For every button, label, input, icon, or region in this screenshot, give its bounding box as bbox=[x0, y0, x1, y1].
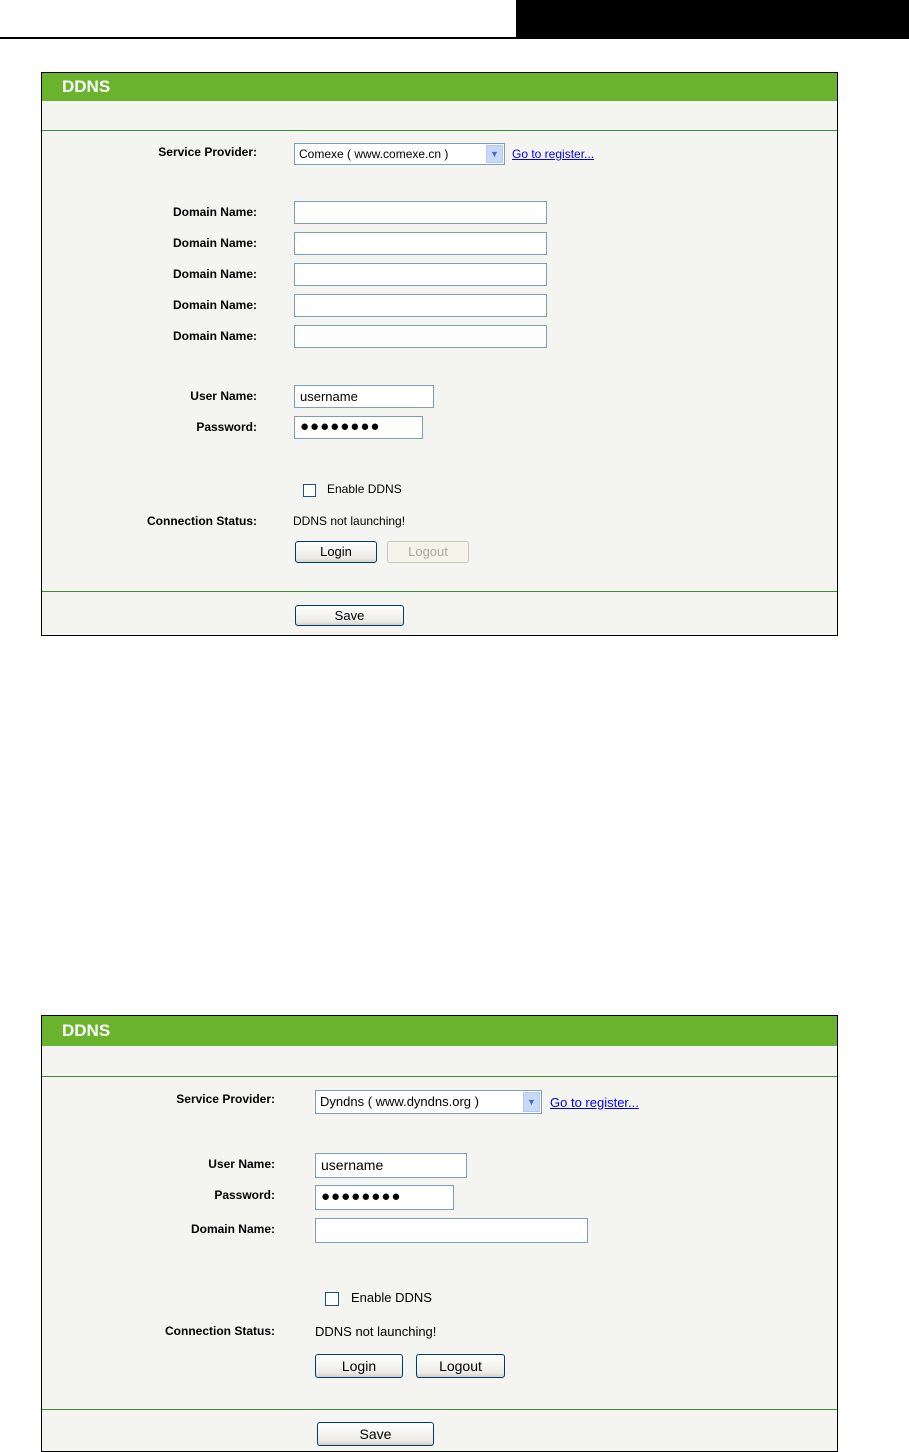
connection-status-label: Connection Status: bbox=[147, 514, 257, 528]
connection-status-value: DDNS not launching! bbox=[315, 1324, 437, 1339]
enable-ddns-checkbox[interactable] bbox=[325, 1292, 339, 1306]
divider bbox=[42, 1409, 837, 1410]
domain-name-input-4[interactable] bbox=[294, 294, 547, 317]
service-provider-label: Service Provider: bbox=[158, 145, 257, 159]
domain-name-input-1[interactable] bbox=[294, 201, 547, 224]
domain-name-input-5[interactable] bbox=[294, 325, 547, 348]
username-label: User Name: bbox=[208, 1157, 275, 1171]
divider bbox=[42, 130, 837, 131]
enable-ddns-checkbox[interactable] bbox=[303, 484, 316, 497]
username-label: User Name: bbox=[190, 389, 257, 403]
page-header-rule bbox=[0, 37, 909, 39]
chevron-down-icon[interactable]: ▼ bbox=[486, 145, 503, 163]
save-button[interactable]: Save bbox=[295, 605, 404, 626]
username-input[interactable]: username bbox=[315, 1153, 467, 1178]
password-input[interactable]: ●●●●●●●● bbox=[294, 416, 423, 439]
panel-title: DDNS bbox=[42, 1016, 837, 1046]
service-provider-value: Comexe ( www.comexe.cn ) bbox=[299, 147, 449, 161]
register-link[interactable]: Go to register... bbox=[512, 147, 595, 161]
logout-button[interactable]: Logout bbox=[416, 1354, 505, 1378]
domain-name-label-5: Domain Name: bbox=[172, 329, 257, 343]
domain-name-label-3: Domain Name: bbox=[172, 267, 257, 281]
domain-name-input-3[interactable] bbox=[294, 263, 547, 286]
divider bbox=[42, 1076, 837, 1077]
domain-name-label: Domain Name: bbox=[190, 1222, 275, 1236]
service-provider-value: Dyndns ( www.dyndns.org ) bbox=[320, 1094, 479, 1109]
register-link[interactable]: Go to register... bbox=[550, 1095, 639, 1110]
connection-status-value: DDNS not launching! bbox=[293, 514, 406, 528]
chevron-down-icon[interactable]: ▼ bbox=[523, 1092, 540, 1112]
ddns-panel-comexe bbox=[41, 72, 838, 636]
password-label: Password: bbox=[196, 420, 257, 434]
password-label: Password: bbox=[214, 1188, 275, 1202]
login-button[interactable]: Login bbox=[315, 1354, 403, 1378]
domain-name-input-2[interactable] bbox=[294, 232, 547, 255]
domain-name-label-2: Domain Name: bbox=[172, 236, 257, 250]
service-provider-select[interactable] bbox=[315, 1090, 542, 1114]
panel-title: DDNS bbox=[42, 73, 837, 101]
ddns-panel-dyndns bbox=[41, 1015, 838, 1452]
enable-ddns-label: Enable DDNS bbox=[351, 1290, 432, 1305]
service-provider-select[interactable] bbox=[294, 143, 505, 165]
logout-button[interactable]: Logout bbox=[387, 541, 469, 563]
domain-name-input[interactable] bbox=[315, 1218, 588, 1243]
login-button[interactable]: Login bbox=[295, 541, 377, 563]
save-button[interactable]: Save bbox=[317, 1422, 434, 1446]
username-input[interactable]: username bbox=[294, 385, 434, 408]
enable-ddns-label: Enable DDNS bbox=[327, 482, 402, 496]
connection-status-label: Connection Status: bbox=[165, 1324, 275, 1338]
divider bbox=[42, 591, 837, 592]
service-provider-label: Service Provider: bbox=[176, 1092, 275, 1106]
domain-name-label-1: Domain Name: bbox=[172, 205, 257, 219]
page-header-block bbox=[516, 0, 909, 38]
password-input[interactable]: ●●●●●●●● bbox=[315, 1185, 454, 1210]
domain-name-label-4: Domain Name: bbox=[172, 298, 257, 312]
